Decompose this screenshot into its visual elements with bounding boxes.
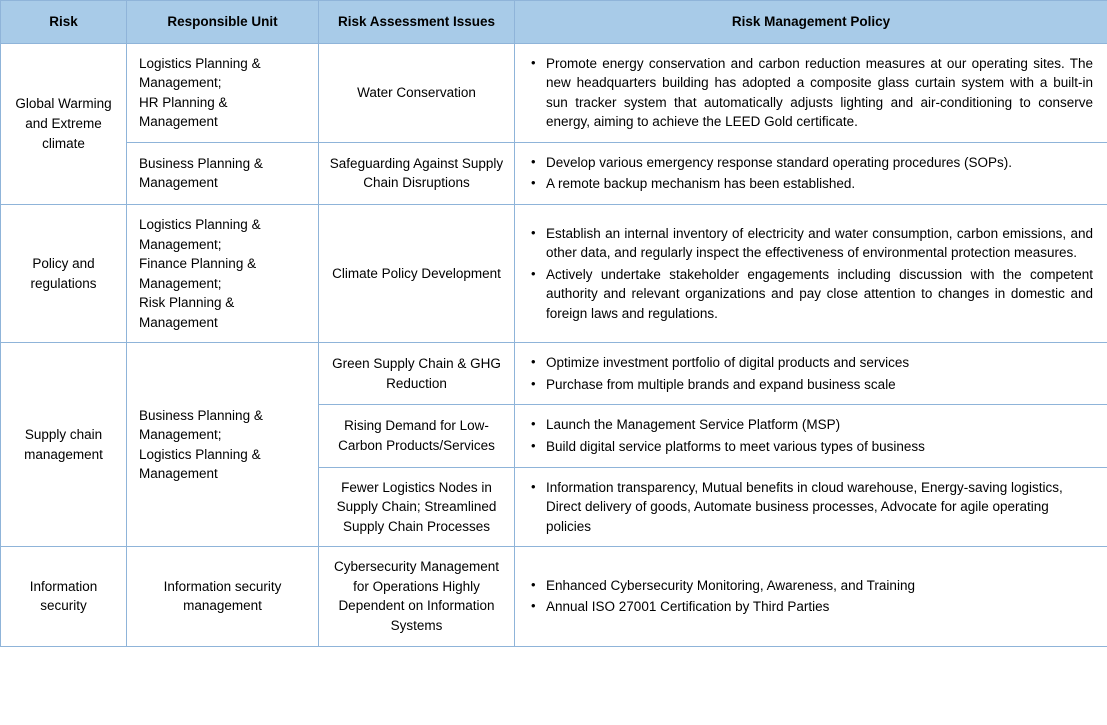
risk-policy-cell: [515, 142, 1107, 204]
risk-policy-cell: [515, 343, 1107, 405]
list-item: • Establish an internal inventory of electricity and water consumption, carbon emissions, and other data, and regularly inspect the effectiveness of environmental protection measures.: [529, 224, 1093, 263]
column-header-responsible-unit: Responsible Unit: [127, 1, 319, 44]
risk-issue-cell: Safeguarding Against Supply Chain Disruptions: [319, 142, 515, 204]
table-row: [1, 547, 1107, 646]
list-item: • Information transparency, Mutual benefits in cloud warehouse, Energy-saving logistics, Direct delivery of goods, Automate business processes, Advocate for agile operating policies: [529, 478, 1093, 537]
responsible-unit-cell: Business Planning & Management; Logistics Planning & Management: [127, 343, 319, 547]
responsible-unit-cell: Business Planning & Management: [127, 142, 319, 204]
risk-cell: Information security: [1, 547, 127, 646]
risk-issue-cell: Rising Demand for Low-Carbon Products/Services: [319, 405, 515, 467]
risk-policy-cell: [515, 547, 1107, 646]
policy-list: [529, 153, 1093, 194]
table-row: [1, 204, 1107, 342]
policy-list: [529, 353, 1093, 394]
list-item: • Build digital service platforms to meet various types of business: [529, 437, 1093, 457]
risk-issue-cell: Cybersecurity Management for Operations Highly Dependent on Information Systems: [319, 547, 515, 646]
responsible-unit-cell: Information security management: [127, 547, 319, 646]
policy-list: [529, 478, 1093, 537]
column-header-risk: Risk: [1, 1, 127, 44]
list-item: • Enhanced Cybersecurity Monitoring, Awareness, and Training: [529, 576, 1093, 596]
list-item: • A remote backup mechanism has been established.: [529, 174, 1093, 194]
list-item: • Launch the Management Service Platform (MSP): [529, 415, 1093, 435]
list-item: • Develop various emergency response standard operating procedures (SOPs).: [529, 153, 1093, 173]
policy-list: [529, 54, 1093, 132]
risk-issue-cell: Green Supply Chain & GHG Reduction: [319, 343, 515, 405]
column-header-risk-assessment-issues: Risk Assessment Issues: [319, 1, 515, 44]
list-item: • Optimize investment portfolio of digital products and services: [529, 353, 1093, 373]
list-item: • Actively undertake stakeholder engagements including discussion with the competent authority and relevant organizations and pay close attention to changes in domestic and foreign laws and regulations.: [529, 265, 1093, 324]
risk-cell: Supply chain management: [1, 343, 127, 547]
table-header: [1, 1, 1107, 44]
risk-policy-cell: [515, 405, 1107, 467]
responsible-unit-cell: Logistics Planning & Management; HR Planning & Management: [127, 43, 319, 142]
risk-cell: Global Warming and Extreme climate: [1, 43, 127, 204]
policy-list: [529, 415, 1093, 456]
responsible-unit-cell: Logistics Planning & Management; Finance Planning & Management; Risk Planning & Management: [127, 204, 319, 342]
table-row: [1, 343, 1107, 405]
list-item: • Promote energy conservation and carbon reduction measures at our operating sites. The new headquarters building has adopted a composite glass curtain system with a built-in sun tracker system that automatically adjusts lighting and air-conditioning to conserve energy, aiming to achieve the LEED Gold certificate.: [529, 54, 1093, 132]
header-row: [1, 1, 1107, 44]
table-body: [1, 43, 1107, 646]
column-header-risk-management-policy: Risk Management Policy: [515, 1, 1107, 44]
list-item: • Purchase from multiple brands and expand business scale: [529, 375, 1093, 395]
risk-issue-cell: Fewer Logistics Nodes in Supply Chain; Streamlined Supply Chain Processes: [319, 467, 515, 547]
risk-issue-cell: Water Conservation: [319, 43, 515, 142]
risk-policy-cell: [515, 43, 1107, 142]
risk-issue-cell: Climate Policy Development: [319, 204, 515, 342]
table-row: [1, 43, 1107, 142]
policy-list: [529, 576, 1093, 617]
table-row: [1, 142, 1107, 204]
risk-cell: Policy and regulations: [1, 204, 127, 342]
list-item: • Annual ISO 27001 Certification by Third Parties: [529, 597, 1093, 617]
risk-policy-cell: [515, 467, 1107, 547]
policy-list: [529, 224, 1093, 324]
risk-policy-cell: [515, 204, 1107, 342]
